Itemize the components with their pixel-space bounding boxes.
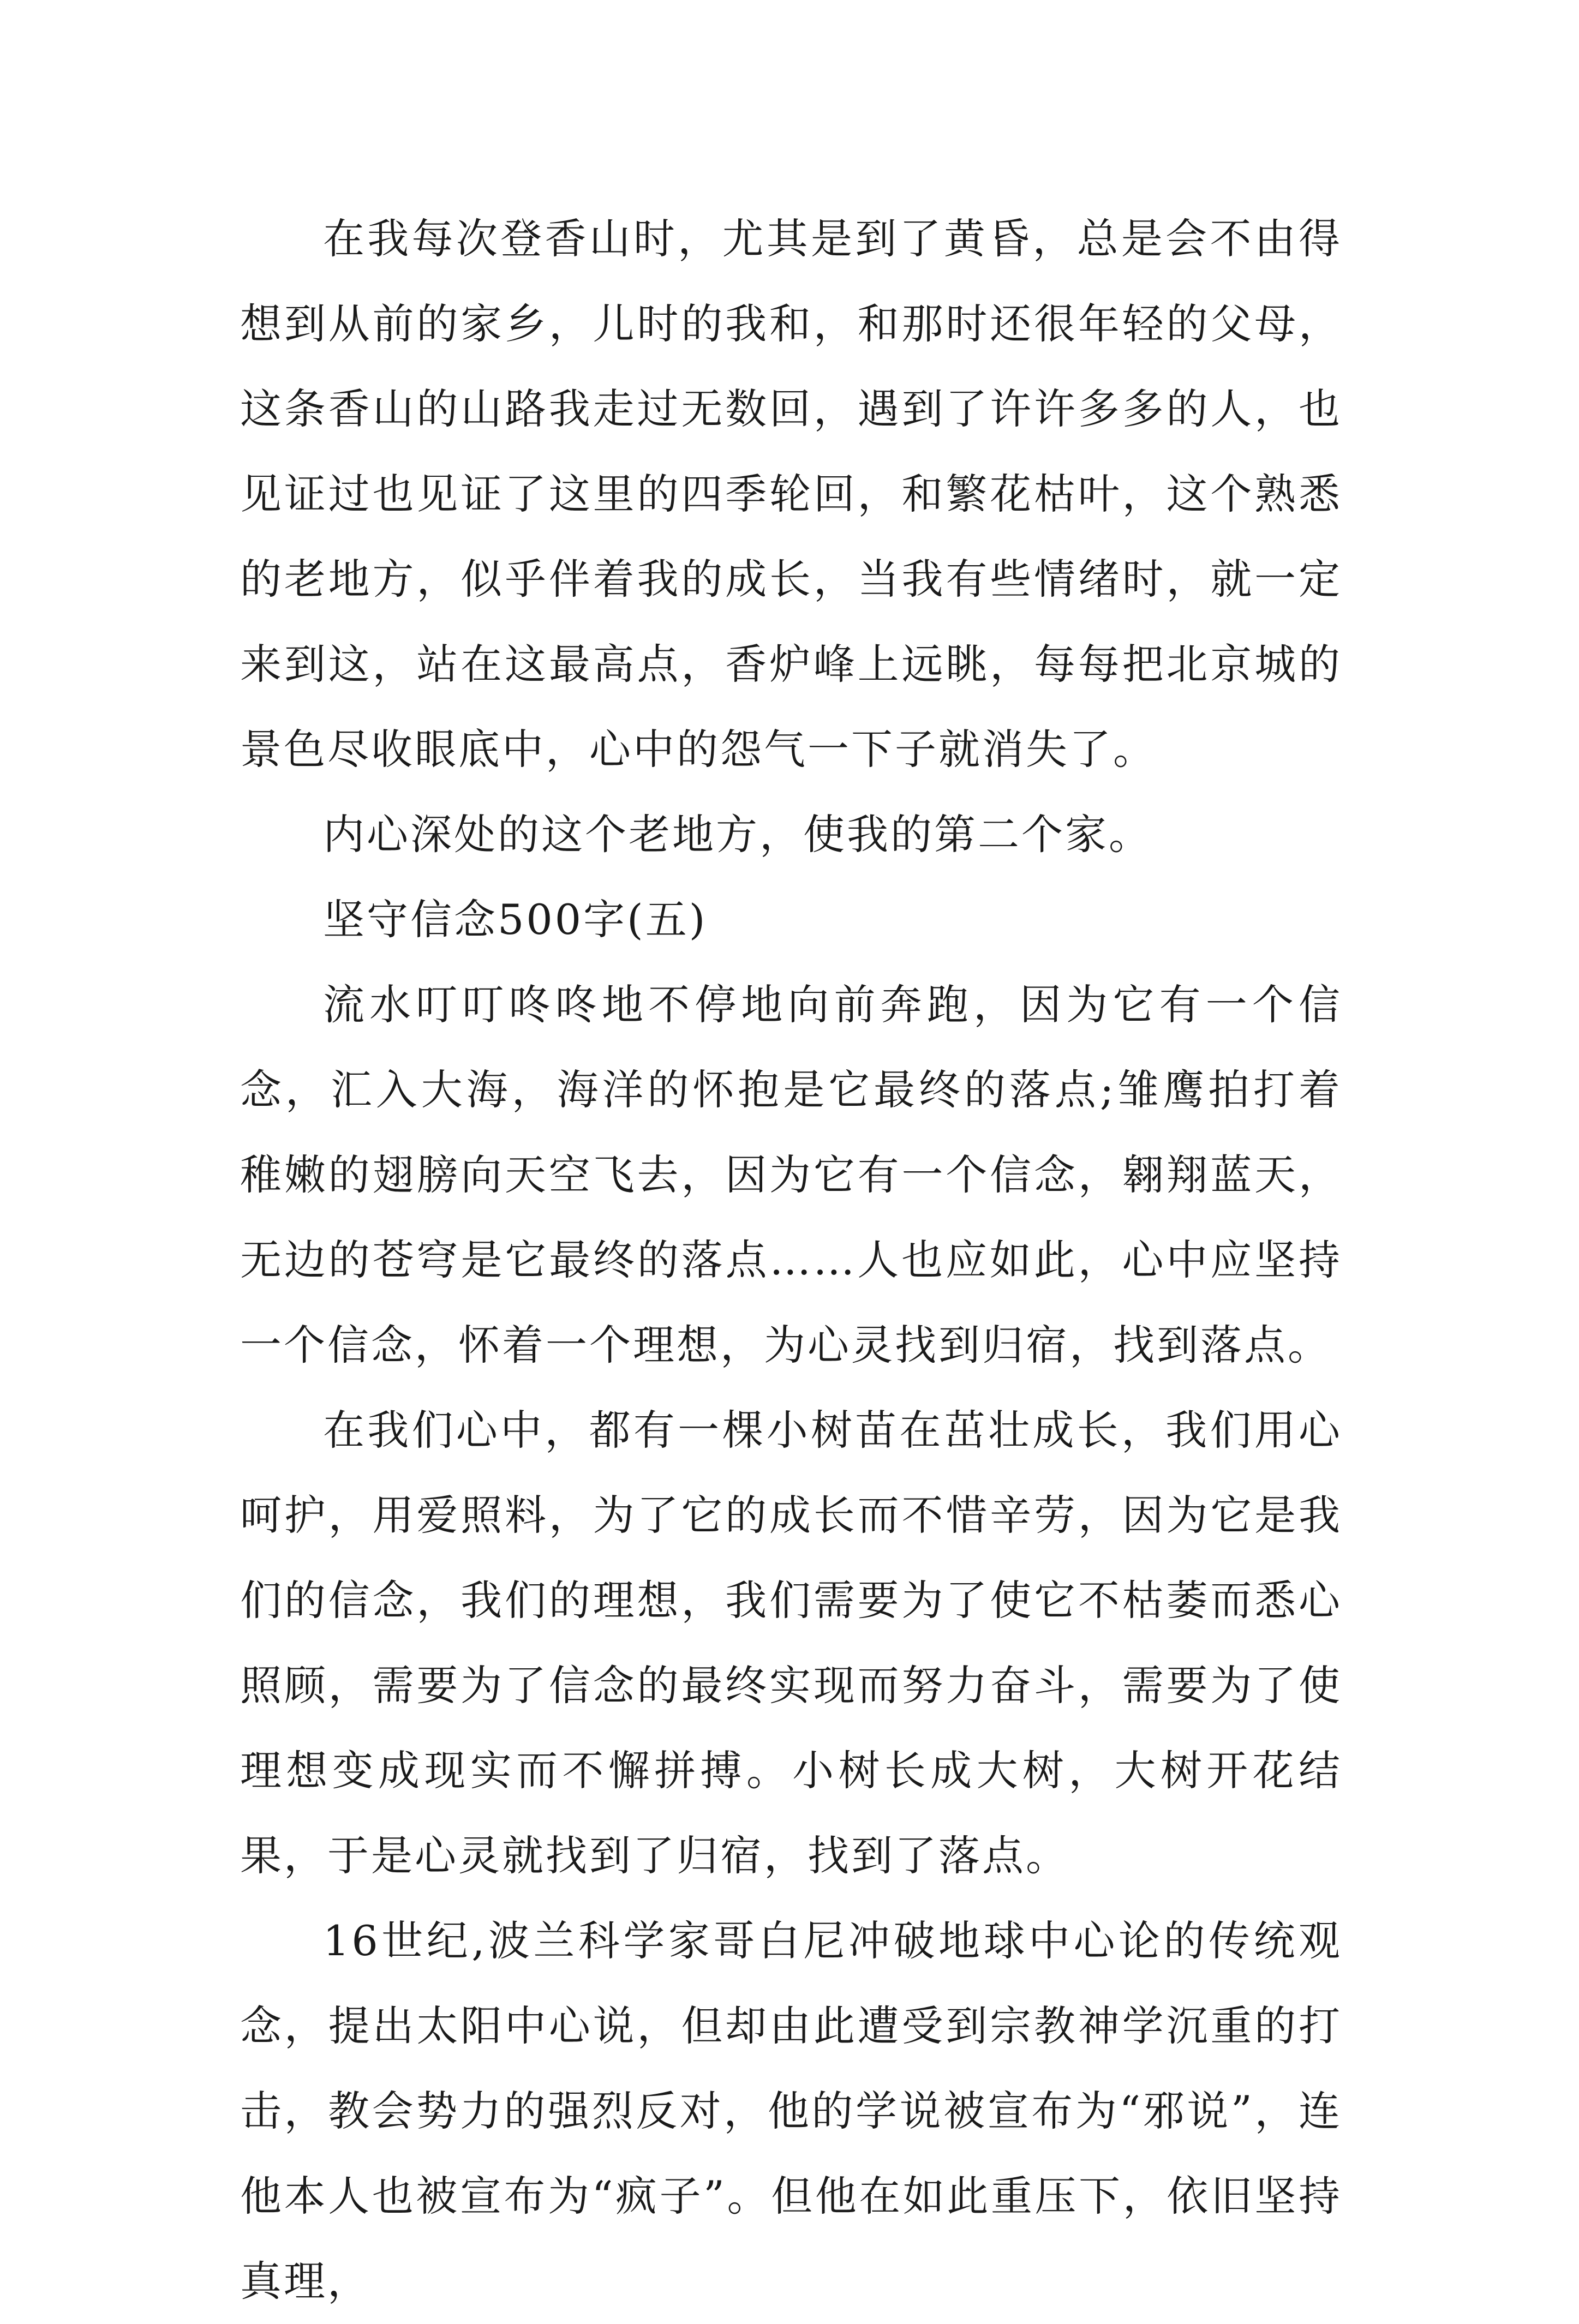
paragraph-sapling: 在我们心中，都有一棵小树苗在茁壮成长，我们用心呵护，用爱照料，为了它的成长而不惜辛劳，因为它是我们的信念，我们的理想，我们需要为了使它不枯萎而悉心照顾，需要为了信念的最终实现而努力奋斗，需要为了使理想变成现实而不懈拼搏。小树长成大树，大树开花结果，于是心灵就找到了归宿，找到了落点。 bbox=[240, 1406, 1342, 1880]
paragraph-copernicus: 16世纪,波兰科学家哥白尼冲破地球中心论的传统观念，提出太阳中心说，但却由此遭受到宗教神学沉重的打击，教会势力的强烈反对，他的学说被宣布为“邪说”，连他本人也被宣布为“疯子”。但他在如此重压下，依旧坚持真理， bbox=[240, 1916, 1342, 2305]
paragraph-xiangshan-memories: 在我每次登香山时，尤其是到了黄昏，总是会不由得想到从前的家乡，儿时的我和，和那时还很年轻的父母，这条香山的山路我走过无数回，遇到了许许多多的人，也见证过也见证了这里的四季轮回，和繁花枯叶，这个熟悉的老地方，似乎伴着我的成长，当我有些情绪时，就一定来到这，站在这最高点，香炉峰上远眺，每每把北京城的景色尽收眼底中，心中的怨气一下子就消失了。 bbox=[240, 214, 1342, 774]
section-heading: 坚守信念500字(五) bbox=[323, 895, 708, 944]
paragraph-belief-landing-point: 流水叮叮咚咚地不停地向前奔跑，因为它有一个信念，汇入大海，海洋的怀抱是它最终的落点;雏鹰拍打着稚嫩的翅膀向天空飞去，因为它有一个信念，翱翔蓝天，无边的苍穹是它最终的落点……人也应如此，心中应坚持一个信念，怀着一个理想，为心灵找到归宿，找到落点。 bbox=[240, 980, 1342, 1369]
body-text bbox=[240, 196, 1342, 2324]
paragraph-second-home: 内心深处的这个老地方，使我的第二个家。 bbox=[323, 810, 1152, 859]
